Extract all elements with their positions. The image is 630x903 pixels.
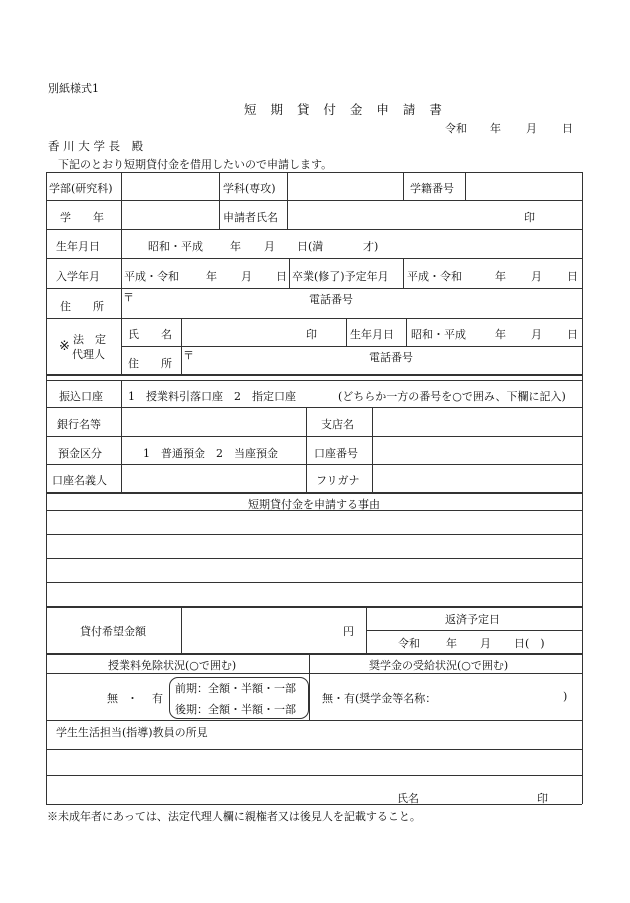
- transfer-account-note: (どちらか一方の番号を○で囲み、下欄に記入): [338, 390, 566, 403]
- admission-era-options[interactable]: 平成・令和: [124, 270, 179, 283]
- department-label: 学科(専攻): [223, 182, 276, 195]
- address-field[interactable]: [135, 289, 285, 316]
- age-close: 才): [363, 240, 379, 253]
- graduation-year: 年: [495, 270, 506, 283]
- grade-label: 学 年: [60, 211, 104, 224]
- graduation-month: 月: [531, 270, 542, 283]
- scholarship-close: ): [563, 690, 568, 703]
- graduation-day: 日: [567, 270, 578, 283]
- account-holder-field[interactable]: [122, 465, 305, 491]
- phone-label: 電話番号: [309, 293, 353, 306]
- exemption-heading: 授業料免除状況(○で囲む): [108, 659, 237, 672]
- reason-heading: 短期貸付金を申請する事由: [248, 498, 380, 511]
- account-holder-label: 口座名義人: [52, 474, 107, 487]
- repayment-day: 日( ): [514, 637, 545, 650]
- guardian-birth-year: 年: [495, 328, 506, 341]
- postal-mark: 〒: [123, 291, 134, 304]
- exemption-none[interactable]: 無: [107, 692, 118, 705]
- faculty-field[interactable]: [122, 173, 218, 199]
- department-field[interactable]: [288, 173, 402, 199]
- graduation-era-options[interactable]: 平成・令和: [407, 270, 462, 283]
- guardian-name-label: 氏 名: [128, 328, 172, 341]
- faculty-label: 学部(研究科): [49, 182, 113, 195]
- scholarship-heading: 奨学金の受給状況(○で囲む): [369, 659, 509, 672]
- guardian-address-field[interactable]: [195, 347, 355, 373]
- guardian-birth-era[interactable]: 昭和・平成: [411, 328, 466, 341]
- exemption-dot: ・: [127, 692, 138, 705]
- birth-year: 年: [230, 240, 241, 253]
- exemption-yes[interactable]: 有: [152, 692, 163, 705]
- transfer-account-label: 振込口座: [59, 390, 103, 403]
- bank-name-field[interactable]: [122, 408, 305, 435]
- form-title: 短 期 貸 付 金 申 請 書: [244, 102, 447, 117]
- guardian-label-bottom: 代理人: [72, 348, 105, 361]
- birth-month: 月: [264, 240, 275, 253]
- second-term-options[interactable]: 後期：全額・半額・一部: [175, 703, 296, 716]
- branch-label: 支店名: [321, 418, 354, 431]
- birth-date-label: 生年月日: [56, 240, 100, 253]
- account-number-field[interactable]: [373, 437, 581, 463]
- form-number: 別紙様式1: [48, 82, 99, 95]
- address-label: 住 所: [60, 300, 104, 313]
- advisor-seal: 印: [537, 792, 548, 805]
- guardian-address-label: 住 所: [128, 357, 172, 370]
- repayment-year: 年: [446, 637, 457, 650]
- deposit-type-options[interactable]: 1 普通預金 2 当座預金: [143, 447, 278, 460]
- yen-unit: 円: [343, 625, 354, 638]
- guardian-phone-field[interactable]: [425, 347, 580, 373]
- deposit-type-label: 預金区分: [58, 447, 102, 460]
- phone-field[interactable]: [365, 289, 580, 316]
- birth-day-age: 日(満: [297, 240, 324, 253]
- advisor-name-field[interactable]: [425, 780, 525, 802]
- furigana-field[interactable]: [373, 465, 581, 491]
- loan-amount-label: 貸付希望金額: [80, 625, 146, 638]
- grade-field[interactable]: [122, 201, 218, 228]
- guardian-phone-label: 電話番号: [369, 351, 413, 364]
- scholarship-name-field[interactable]: [448, 688, 558, 706]
- guardian-mark: ※: [59, 339, 70, 354]
- date-day: 日: [562, 122, 573, 135]
- date-month: 月: [526, 122, 537, 135]
- graduation-label: 卒業(修了)予定年月: [292, 270, 389, 283]
- date-era: 令和: [445, 122, 467, 135]
- bank-name-label: 銀行名等: [57, 418, 101, 431]
- furigana-label: フリガナ: [316, 474, 360, 487]
- student-id-label: 学籍番号: [410, 182, 454, 195]
- guardian-birth-label: 生年月日: [350, 328, 394, 341]
- advisor-comment-field[interactable]: [47, 740, 581, 774]
- applicant-seal: 印: [524, 211, 535, 224]
- first-term-options[interactable]: 前期：全額・半額・一部: [175, 682, 296, 695]
- guardian-seal: 印: [306, 328, 317, 341]
- guardian-birth-month: 月: [531, 328, 542, 341]
- student-id-field[interactable]: [466, 173, 581, 199]
- guardian-name-field[interactable]: [182, 319, 302, 345]
- guardian-label-top: 法 定: [73, 333, 106, 346]
- intro-text: 下記のとおり短期貸付金を借用したいので申請します。: [58, 158, 333, 171]
- date-year: 年: [490, 122, 501, 135]
- admission-year: 年: [206, 270, 217, 283]
- birth-era-options[interactable]: 昭和・平成: [148, 240, 203, 253]
- branch-field[interactable]: [373, 408, 581, 435]
- applicant-name-field[interactable]: [288, 201, 518, 228]
- repayment-month: 月: [480, 637, 491, 650]
- addressee: 香 川 大 学 長 殿: [48, 139, 144, 153]
- repayment-date-label: 返済予定日: [445, 613, 500, 626]
- transfer-account-options[interactable]: 1 授業料引落口座 2 指定口座: [128, 390, 296, 403]
- admission-day: 日: [276, 270, 287, 283]
- admission-label: 入学年月: [56, 270, 100, 283]
- advisor-comment-heading: 学生生活担当(指導)教員の所見: [56, 726, 208, 739]
- reason-field[interactable]: [47, 511, 581, 605]
- admission-month: 月: [241, 270, 252, 283]
- repayment-era: 令和: [398, 637, 420, 650]
- account-number-label: 口座番号: [314, 447, 358, 460]
- scholarship-options[interactable]: 無・有(奨学金等名称：: [322, 692, 437, 705]
- footnote: ※未成年者にあっては、法定代理人欄に親権者又は後見人を記載すること。: [47, 810, 421, 823]
- loan-amount-field[interactable]: [182, 607, 337, 652]
- advisor-name-label: 氏名: [397, 792, 419, 805]
- applicant-name-label: 申請者氏名: [223, 211, 278, 224]
- guardian-birth-day: 日: [567, 328, 578, 341]
- guardian-postal-mark: 〒: [183, 349, 194, 362]
